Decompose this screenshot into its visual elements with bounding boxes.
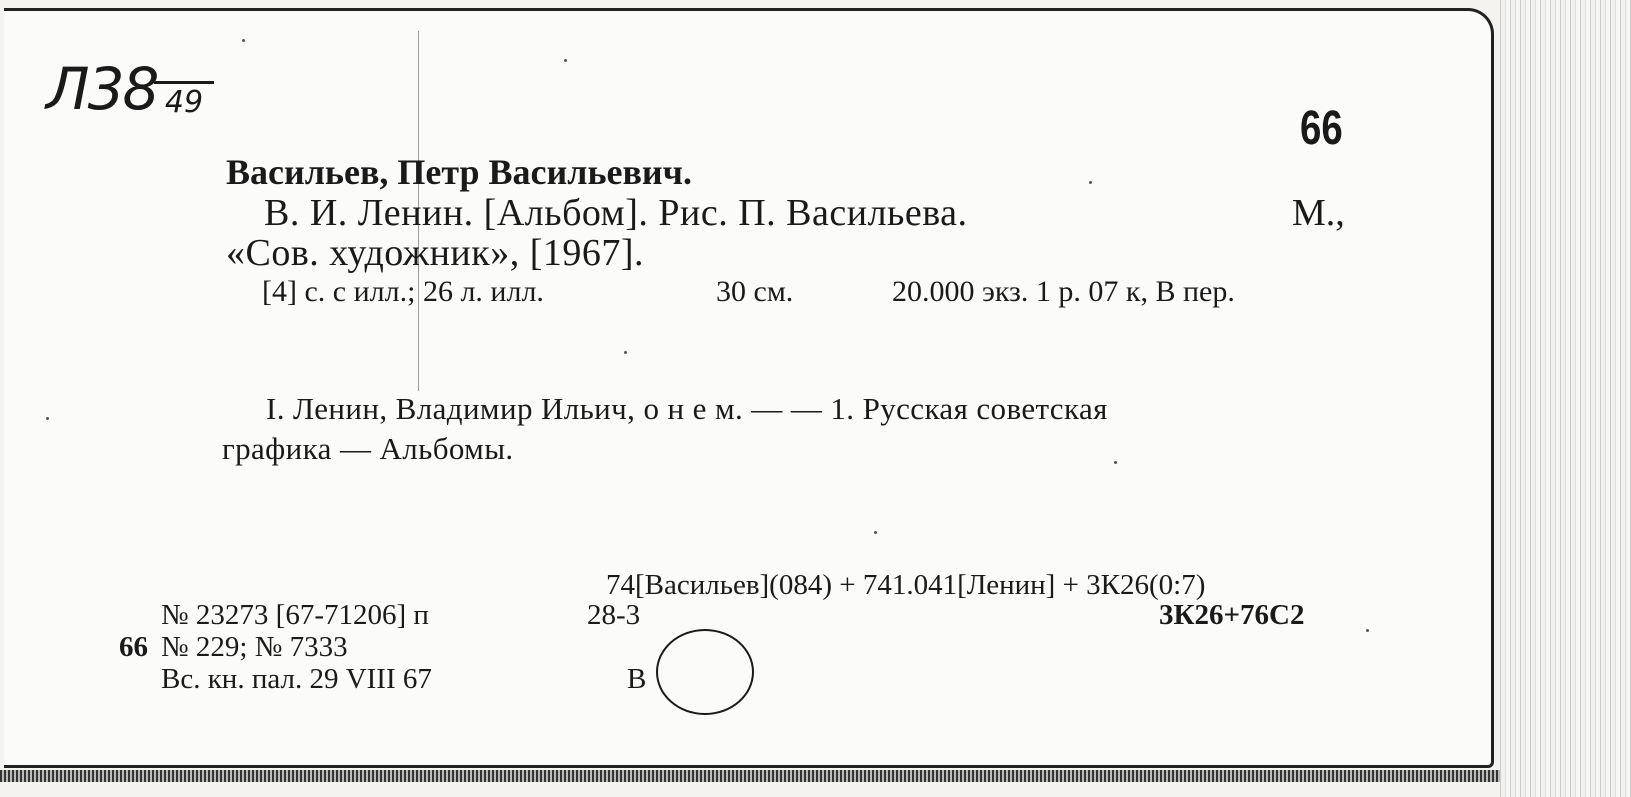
speck xyxy=(1114,461,1117,464)
record-prefix: 66 xyxy=(119,631,148,663)
subject-headings-line-2: графика — Альбомы. xyxy=(222,431,514,466)
publisher-date: «Сов. художник», [1967]. xyxy=(226,232,645,274)
card-bottom-edge xyxy=(0,770,1500,782)
classification-index: 74[Васильев](084) + 741.041[Ленин] + 3К26(0:7) xyxy=(606,569,1206,601)
speck xyxy=(564,59,567,62)
b-mark: В xyxy=(627,663,647,695)
collation: [4] с. с илл.; 26 л. илл. xyxy=(262,275,544,308)
call-mark: Л38 xyxy=(46,55,158,123)
catalog-card xyxy=(4,8,1494,768)
speck xyxy=(1366,629,1369,632)
title-statement: В. И. Ленин. [Альбом]. Рис. П. Васильева. xyxy=(264,192,968,234)
fraction-denominator: 49 xyxy=(164,85,204,120)
fraction-bar xyxy=(154,67,214,84)
author-heading: Васильев, Петр Васильевич. xyxy=(226,152,692,192)
speck xyxy=(1089,181,1092,184)
speck xyxy=(624,351,627,354)
card-number: 66 xyxy=(1300,102,1343,155)
order-numbers: № 229; № 7333 xyxy=(161,631,348,663)
publication-place: М., xyxy=(1292,192,1345,234)
sheet-code: 28-3 xyxy=(587,599,641,631)
speck xyxy=(874,531,877,534)
subject-headings-line-1: I. Ленин, Владимир Ильич, о н е м. — — 1. Русская советская xyxy=(266,391,1108,426)
classification-code: 3К26+76С2 xyxy=(1159,599,1305,631)
speck xyxy=(242,39,245,42)
adjacent-card-edges xyxy=(1500,0,1631,797)
call-mark-fraction xyxy=(154,67,214,118)
speck xyxy=(46,417,49,420)
circle-stamp xyxy=(656,629,754,715)
print-run-price: 20.000 экз. 1 р. 07 к, В пер. xyxy=(892,275,1235,308)
record-number: № 23273 [67-71206] п xyxy=(161,599,429,631)
chamber-date: Вс. кн. пал. 29 VIII 67 xyxy=(161,663,432,695)
dimensions: 30 см. xyxy=(716,275,794,308)
